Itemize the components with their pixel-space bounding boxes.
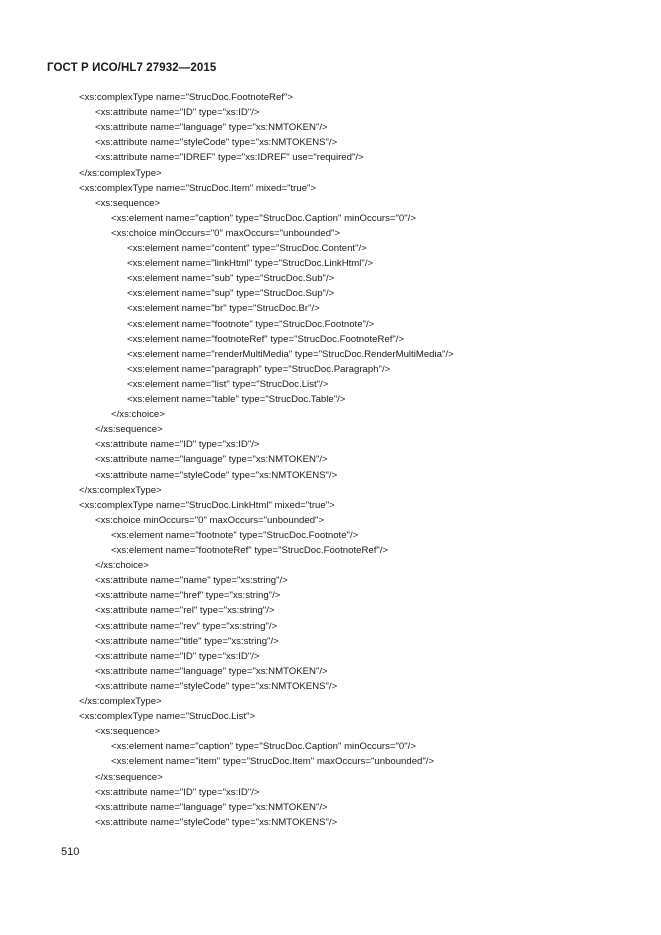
code-line: </xs:complexType> bbox=[79, 167, 162, 179]
code-line: <xs:attribute name="language" type="xs:NMTOKEN"/> bbox=[95, 801, 328, 813]
code-line: <xs:element name="caption" type="StrucDoc.Caption" minOccurs="0"/> bbox=[111, 741, 416, 753]
page-number: 510 bbox=[61, 846, 80, 858]
code-line: </xs:choice> bbox=[111, 409, 165, 421]
code-line: <xs:complexType name="StrucDoc.List"> bbox=[79, 711, 256, 723]
code-line: <xs:element name="br" type="StrucDoc.Br"/> bbox=[127, 303, 320, 315]
code-line: <xs:attribute name="ID" type="xs:ID"/> bbox=[95, 786, 260, 798]
code-line: <xs:complexType name="StrucDoc.LinkHtml" mixed="true"> bbox=[79, 499, 335, 511]
code-line: <xs:element name="footnoteRef" type="StrucDoc.FootnoteRef"/> bbox=[111, 545, 389, 556]
code-line: <xs:element name="content" type="StrucDoc.Content"/> bbox=[127, 243, 367, 254]
code-line: <xs:element name="caption" type="StrucDoc.Caption" minOccurs="0"/> bbox=[111, 212, 416, 224]
code-line: </xs:choice> bbox=[95, 560, 149, 572]
code-line: <xs:choice minOccurs="0" maxOccurs="unbounded"> bbox=[95, 514, 325, 526]
code-line: <xs:sequence> bbox=[95, 197, 161, 209]
code-line: <xs:attribute name="language" type="xs:NMTOKEN"/> bbox=[95, 665, 328, 677]
code-line: <xs:attribute name="styleCode" type="xs:NMTOKENS"/> bbox=[95, 469, 338, 481]
code-line: <xs:attribute name="styleCode" type="xs:NMTOKENS"/> bbox=[95, 680, 338, 692]
code-line: <xs:element name="paragraph" type="StrucDoc.Paragraph"/> bbox=[127, 363, 391, 375]
code-line: <xs:attribute name="styleCode" type="xs:NMTOKENS"/> bbox=[95, 137, 338, 149]
code-line: <xs:element name="linkHtml" type="StrucDoc.LinkHtml"/> bbox=[127, 258, 374, 270]
code-line: <xs:element name="footnote" type="StrucDoc.Footnote"/> bbox=[111, 529, 359, 541]
code-line: <xs:element name="table" type="StrucDoc.Table"/> bbox=[127, 394, 346, 405]
code-line: <xs:element name="item" type="StrucDoc.Item" maxOccurs="unbounded"/> bbox=[111, 756, 435, 768]
code-line: </xs:sequence> bbox=[95, 771, 163, 783]
code-line: </xs:sequence> bbox=[95, 424, 163, 436]
code-line: </xs:complexType> bbox=[79, 696, 162, 707]
code-line: <xs:element name="footnote" type="StrucDoc.Footnote"/> bbox=[127, 318, 375, 330]
code-line: <xs:attribute name="language" type="xs:NMTOKEN"/> bbox=[95, 454, 328, 466]
code-line: <xs:attribute name="href" type="xs:string"/> bbox=[95, 590, 281, 602]
code-line: <xs:attribute name="language" type="xs:NMTOKEN"/> bbox=[95, 122, 328, 134]
code-line: <xs:complexType name="StrucDoc.FootnoteRef"> bbox=[79, 92, 293, 103]
code-line: <xs:attribute name="IDREF" type="xs:IDREF" use="required"/> bbox=[95, 152, 364, 164]
code-line: <xs:element name="renderMultiMedia" type="StrucDoc.RenderMultiMedia"/> bbox=[127, 348, 454, 360]
code-line: <xs:sequence> bbox=[95, 726, 161, 738]
page-header-title: ГОСТ Р ИСО/HL7 27932—2015 bbox=[47, 62, 217, 74]
code-line: </xs:complexType> bbox=[79, 484, 162, 496]
code-line: <xs:attribute name="styleCode" type="xs:NMTOKENS"/> bbox=[95, 816, 338, 828]
code-line: <xs:element name="footnoteRef" type="StrucDoc.FootnoteRef"/> bbox=[127, 333, 405, 345]
code-line: <xs:element name="list" type="StrucDoc.List"/> bbox=[127, 378, 329, 390]
code-line: <xs:element name="sub" type="StrucDoc.Sub"/> bbox=[127, 273, 335, 285]
code-line: <xs:attribute name="rev" type="xs:string"/> bbox=[95, 620, 278, 632]
code-line: <xs:attribute name="name" type="xs:string"/> bbox=[95, 575, 288, 587]
code-line: <xs:attribute name="rel" type="xs:string"/> bbox=[95, 605, 275, 617]
code-line: <xs:complexType name="StrucDoc.Item" mixed="true"> bbox=[79, 182, 317, 194]
code-line: <xs:attribute name="title" type="xs:string"/> bbox=[95, 635, 279, 647]
code-line: <xs:attribute name="ID" type="xs:ID"/> bbox=[95, 439, 260, 451]
code-line: <xs:attribute name="ID" type="xs:ID"/> bbox=[95, 650, 260, 662]
code-line: <xs:attribute name="ID" type="xs:ID"/> bbox=[95, 107, 260, 119]
code-line: <xs:element name="sup" type="StrucDoc.Sup"/> bbox=[127, 288, 335, 300]
code-line: <xs:choice minOccurs="0" maxOccurs="unbounded"> bbox=[111, 227, 341, 239]
